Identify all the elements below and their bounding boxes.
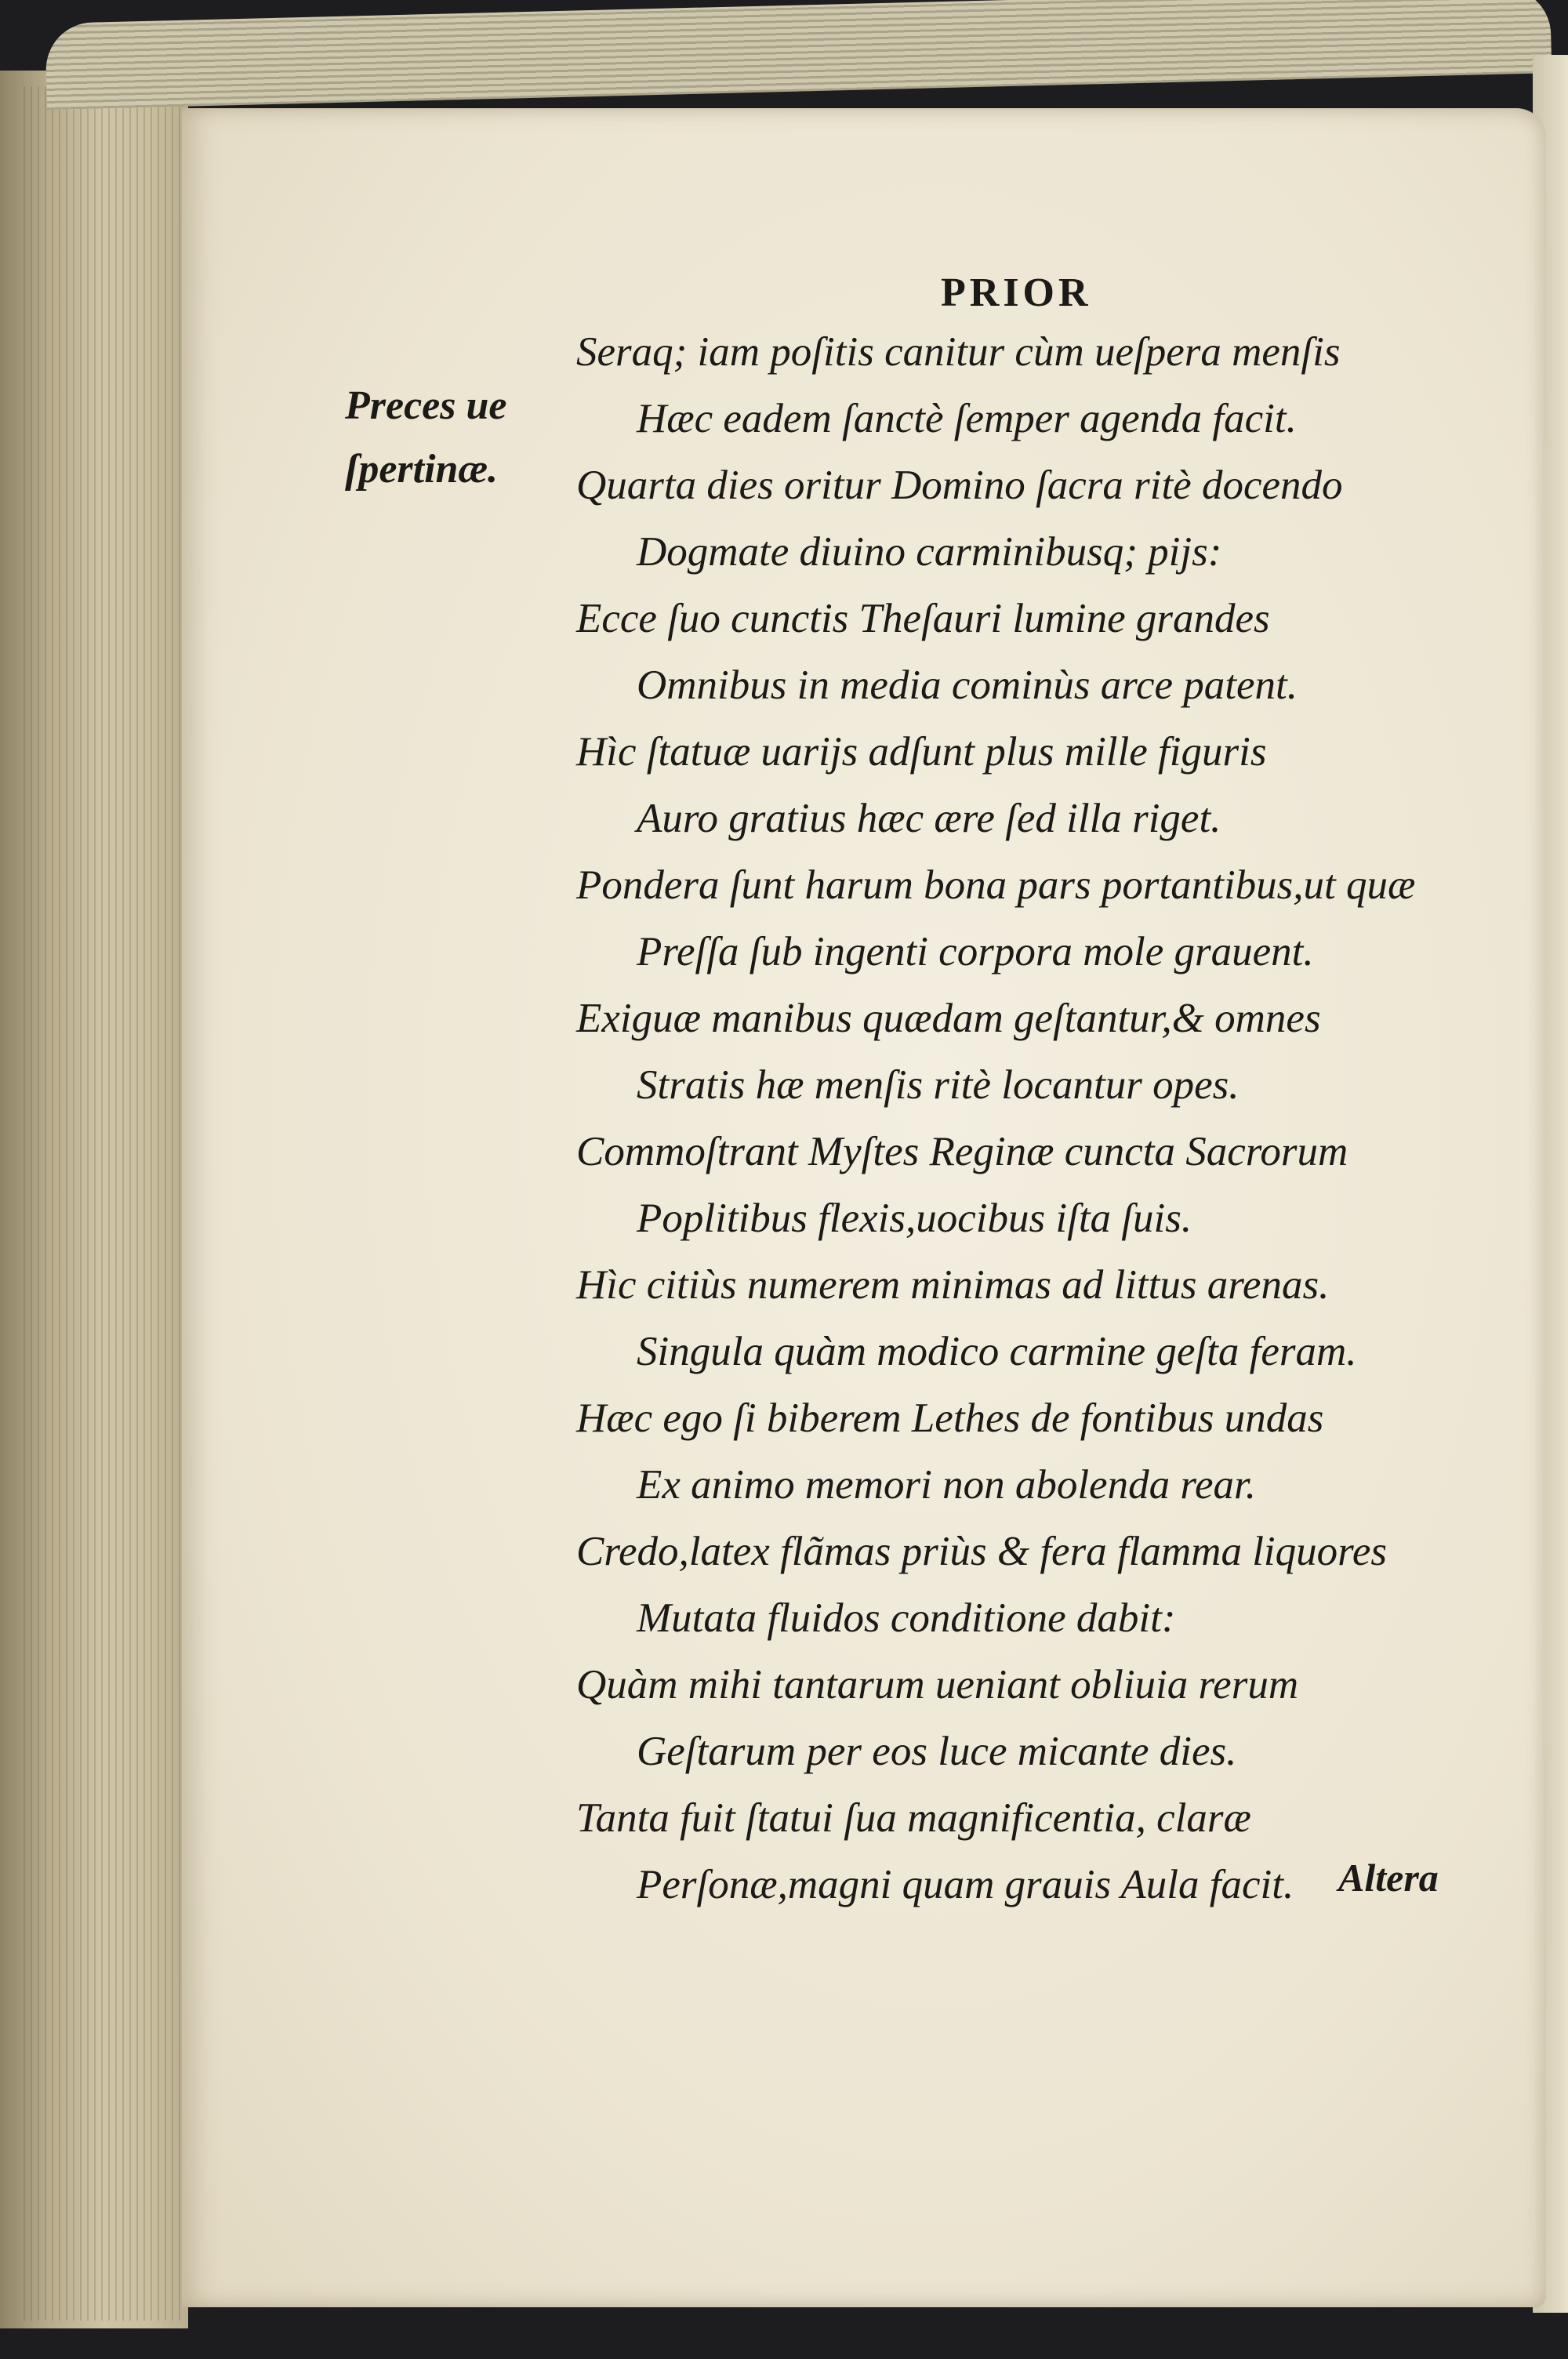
verse-line: Ecce ſuo cunctis Theſauri lumine grandes [576,596,1270,641]
verse-line: Mutata fluidos conditione dabit: [637,1595,1176,1641]
verse-line: Exiguæ manibus quædam geſtantur,& omnes [576,996,1321,1041]
verse-line: Dogmate diuino carminibusq; pijs: [637,529,1222,575]
verse-line: Tanta fuit ſtatui ſua magnificentia, claræ [576,1795,1251,1841]
verse-line: Hìc citiùs numerem minimas ad littus arenas. [576,1262,1330,1308]
verse-line: Geſtarum per eos luce micante dies. [637,1729,1237,1774]
verse-line: Quarta dies oritur Domino ſacra ritè docendo [576,463,1343,508]
verse-line: Hìc ſtatuæ uarijs adſunt plus mille figuris [576,729,1267,775]
verse-line: Pondera ſunt harum bona pars portantibus,ut quæ [576,862,1416,908]
verse-line: Seraq; iam poſitis canitur cùm ueſpera menſis [576,329,1341,375]
verse-line: Quàm mihi tantarum ueniant obliuia rerum [576,1662,1299,1708]
verse-line: Hæc eadem ſanctè ſemper agenda facit. [637,396,1297,441]
verse-line: Credo,latex flãmas priùs & fera flamma liquores [576,1529,1387,1574]
verse-line: Perſonæ,magni quam grauis Aula facit. [637,1862,1294,1907]
running-head: PRIOR [941,270,1092,315]
verse-line: Omnibus in media cominùs arce patent. [637,662,1298,708]
catchword: Altera [1338,1856,1439,1900]
verse-line: Auro gratius hæc ære ſed illa riget. [637,796,1221,841]
verse-line: Ex animo memori non abolenda rear. [637,1462,1257,1508]
verse-line: Stratis hæ menſis ritè locantur opes. [637,1062,1240,1108]
marginal-note-line: Preces ue [345,383,507,428]
verse-line: Preſſa ſub ingenti corpora mole grauent. [637,929,1314,974]
verse-line: Hæc ego ſi biberem Lethes de fontibus undas [576,1395,1324,1441]
verse-line: Poplitibus flexis,uocibus iſta ſuis. [637,1196,1192,1241]
marginal-note [345,375,533,501]
verse-line: Commoſtrant Myſtes Reginæ cuncta Sacrorum [576,1129,1348,1174]
marginal-note-line: ſpertinæ. [345,446,498,492]
verse-line: Singula quàm modico carmine geſta feram. [637,1329,1357,1374]
